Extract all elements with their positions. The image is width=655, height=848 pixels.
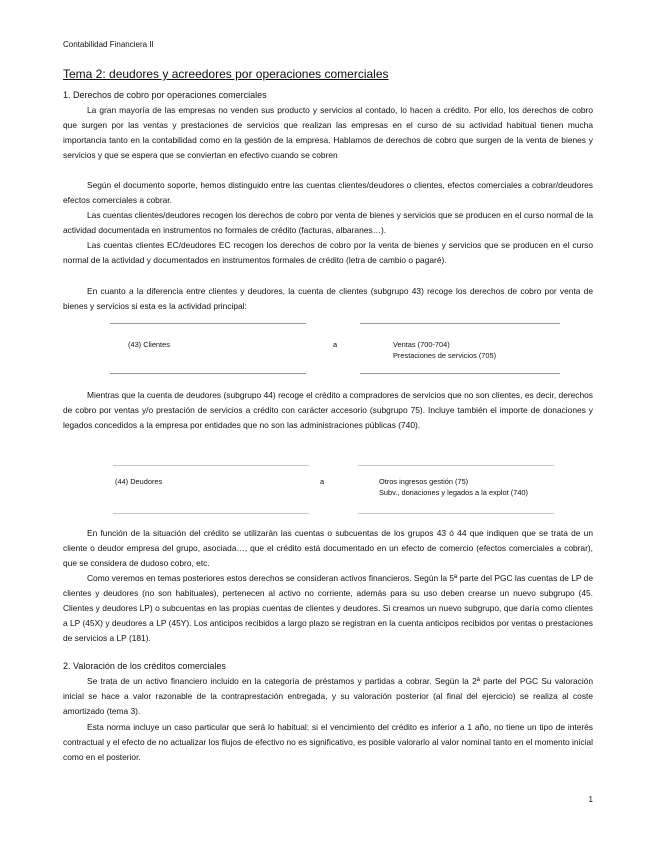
entry1-top-rule-left [110, 323, 306, 324]
entry2-top-rule-right [358, 465, 554, 466]
entry1-bottom-rule-left [110, 373, 306, 374]
paragraph-6-text: Mientras que la cuenta de deudores (subgrupo 44) recoge el crédito a compradores de servicios que no son clientes, es decir, derechos de cobro por ventas y/o prestación de servicios a crédito con carácter accesorio (subgrupo 75). Incluye también el importe de donaciones y legados concedidos a la empresa por entidades que no son las administraciones públicas (740). [63, 390, 593, 430]
entry1-bottom-rule-right [360, 373, 560, 374]
paragraph-10 [63, 720, 593, 765]
paragraph-1 [63, 103, 593, 163]
entry2-bottom-rule-right [358, 513, 554, 514]
paragraph-2 [63, 178, 593, 208]
entry1-debit-account: (43) Clientes [128, 340, 170, 349]
section-heading-1: 1. Derechos de cobro por operaciones comerciales [63, 90, 267, 100]
document-header: Contabilidad Financiera II [63, 40, 154, 49]
paragraph-5 [63, 284, 593, 314]
paragraph-4 [63, 238, 593, 268]
entry1-credit-account-2: Prestaciones de servicios (705) [393, 351, 497, 360]
page-title: Tema 2: deudores y acreedores por operaciones comerciales [63, 67, 389, 81]
paragraph-2-text: Según el documento soporte, hemos distinguido entre las cuentas clientes/deudores o clientes, efectos comerciales a cobrar/deudores efectos comerciales a cobrar. [63, 180, 593, 205]
entry2-top-rule-left [113, 465, 309, 466]
paragraph-5-text: En cuanto a la diferencia entre clientes y deudores, la cuenta de clientes (subgrupo 43) recoge los derechos de cobro por venta de bienes y servicios si esta es la actividad principal: [63, 286, 593, 311]
entry1-credit-account-1: Ventas (700-704) [393, 340, 450, 349]
entry2-bottom-rule-left [113, 513, 309, 514]
entry1-connector: a [333, 340, 338, 349]
paragraph-7 [63, 526, 593, 571]
paragraph-9-text: Se trata de un activo financiero incluido en la categoría de préstamos y partidas a cobrar. Según la 2ª parte del PGC Su valoración inicial se hace a valor razonable de la contraprestación entregada, y su valoración posterior (al final del ejercicio) se realiza al coste amortizado (tema 3). [63, 676, 593, 716]
paragraph-8 [63, 571, 593, 646]
page-number: 1 [588, 795, 593, 804]
paragraph-10-text: Esta norma incluye un caso particular que será lo habitual: si el vencimiento del crédito es inferior a 1 año, no tiene un tipo de interés contractual y el efecto de no actualizar los flujos de efectivo no es significativo, es posible valorarlo al valor nominal tanto en el momento inicial como en el posterior. [63, 722, 593, 762]
entry2-debit-account: (44) Deudores [115, 477, 163, 486]
section-heading-2: 2. Valoración de los créditos comerciales [63, 661, 226, 671]
entry2-connector: a [320, 477, 325, 486]
paragraph-1-text: La gran mayoría de las empresas no venden sus producto y servicios al contado, lo hacen a crédito. Por ello, los derechos de cobro que surgen por las ventas y prestaciones de servicios que realizan las empresas en el curso de su actividad habitual tienen mucha importancia tanto en la contabilidad como en la gestión de la empresa. Hablamos de derechos de cobro que surgen de la venta de bienes y servicios y que se espera que se conviertan en efectivo cuando se cobren [63, 105, 593, 160]
paragraph-3-text: Las cuentas clientes/deudores recogen los derechos de cobro por venta de bienes y servicios que se producen en el curso normal de la actividad documentada en instrumentos no formales de crédito (facturas, albaranes…). [63, 210, 593, 235]
paragraph-9 [63, 674, 593, 719]
entry2-credit-account-1: Otros ingresos gestión (75) [379, 477, 469, 486]
paragraph-6 [63, 388, 593, 433]
paragraph-4-text: Las cuentas clientes EC/deudores EC recogen los derechos de cobro por la venta de bienes y servicios que se producen en el curso normal de la actividad y documentados en instrumentos formales de crédito (letra de cambio o pagaré). [63, 240, 593, 265]
paragraph-8-text: Como veremos en temas posteriores estos derechos se consideran activos financieros. Según la 5ª parte del PGC las cuentas de LP de clientes y deudores (no son habituales), pertenecen al activo no corriente, además para su uso deben crearse un nuevo subgrupo (45. Clientes y deudores LP) o subcuentas en las propias cuentas de clientes y deudores. Si creamos un nuevo subgrupo, que daría como clientes a LP (45X) y deudores a LP (45Y). Los anticipos recibidos a largo plazo se registran en la cuenta anticipos recibidos por ventas o prestaciones de servicios a LP (181). [63, 573, 593, 643]
entry1-top-rule-right [360, 323, 560, 324]
paragraph-7-text: En función de la situación del crédito se utilizarán las cuentas o subcuentas de los grupos 43 ó 44 que indiquen que se trata de un cliente o deudor empresa del grupo, asociada…, que el crédito está documentado en un efecto de comercio (efectos comerciales a cobrar), que se considera de dudoso cobro, etc. [63, 528, 593, 568]
paragraph-3 [63, 208, 593, 238]
entry2-credit-account-2: Subv., donaciones y legados a la explot (740) [379, 488, 529, 497]
